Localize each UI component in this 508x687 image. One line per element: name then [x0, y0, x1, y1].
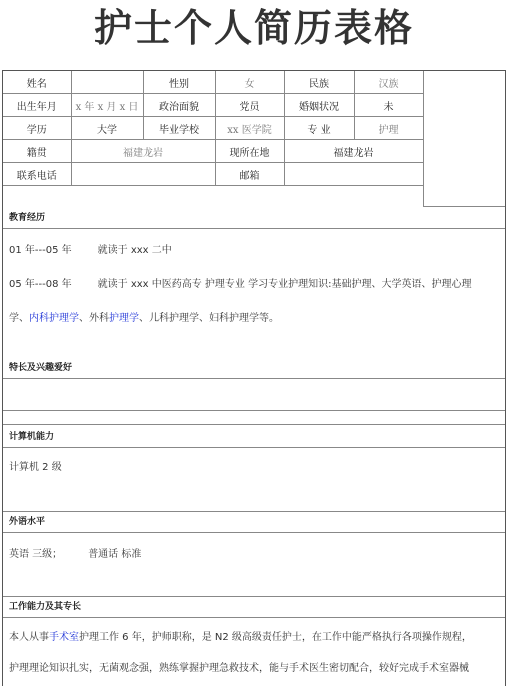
education-entry-1: [9, 241, 172, 256]
marital-field[interactable]: 未: [354, 94, 423, 117]
name-label: 姓名: [3, 71, 71, 94]
education-entry-1-period: 01 年---05 年: [9, 245, 72, 256]
email-field[interactable]: [284, 163, 423, 186]
residence-label: 现所在地: [215, 140, 284, 163]
work-line-2: 护理理论知识扎实，无菌观念强，熟练掌握护理急救技术，能与手术医生密切配合，较好完成手术室器械: [9, 663, 469, 674]
residence-field[interactable]: 福建龙岩: [284, 140, 423, 163]
nursing-link[interactable]: 护理学: [109, 313, 139, 324]
page-title: 护士个人简历表格: [93, 6, 414, 50]
major-label: 专 业: [284, 117, 354, 140]
computer-content: 计算机 2 级: [9, 462, 62, 473]
course-text: 学、: [9, 313, 29, 324]
education-field[interactable]: 大学: [71, 117, 143, 140]
english-level: 英语 三级；: [9, 549, 63, 560]
education-heading: 教育经历: [3, 207, 505, 229]
origin-label: 籍贯: [3, 140, 71, 163]
work-text: 护理工作 6 年，护师职称，是 N2 级高级责任护士，在工作中能严格执行各项操作规程，: [79, 632, 472, 643]
ethnicity-label: 民族: [284, 71, 354, 94]
school-field[interactable]: xx 医学院: [215, 117, 284, 140]
marital-label: 婚姻状况: [284, 94, 354, 117]
education-entry-2-period: 05 年---08 年: [9, 279, 72, 290]
education-entry-2: [9, 275, 471, 290]
education-entry-2-cont: [9, 309, 279, 324]
education-label: 学历: [3, 117, 71, 140]
political-label: 政治面貌: [143, 94, 215, 117]
email-label: 邮箱: [215, 163, 284, 186]
work-text: 本人从事: [9, 632, 49, 643]
computer-heading: 计算机能力: [3, 426, 505, 448]
education-entry-2-text: 就读于 xxx 中医药高专 护理专业 学习专业护理知识:基础护理、大学英语、护理心理: [97, 279, 472, 290]
gender-field[interactable]: 女: [215, 71, 284, 94]
education-entry-1-text: 就读于 xxx 二中: [97, 245, 172, 256]
language-section: [3, 533, 505, 597]
language-heading: 外语水平: [3, 511, 505, 533]
phone-field[interactable]: [71, 163, 215, 186]
personal-info-table: [3, 71, 424, 186]
ethnicity-field[interactable]: 汉族: [354, 71, 423, 94]
major-field[interactable]: 护理: [354, 117, 423, 140]
birth-field[interactable]: x 年 x 月 x 日: [71, 94, 143, 117]
computer-section: [3, 448, 505, 512]
school-label: 毕业学校: [143, 117, 215, 140]
hobbies-heading: 特长及兴趣爱好: [3, 357, 505, 379]
phone-label: 联系电话: [3, 163, 71, 186]
resume-form: [2, 70, 506, 686]
name-field[interactable]: [71, 71, 143, 94]
hobbies-section: [3, 379, 505, 425]
work-section: [3, 618, 505, 687]
work-heading: 工作能力及其专长: [3, 596, 505, 618]
origin-field[interactable]: 福建龙岩: [71, 140, 215, 163]
gender-label: 性别: [143, 71, 215, 94]
course-text: 、外科: [79, 313, 109, 324]
internal-nursing-link[interactable]: 内科护理学: [29, 313, 79, 324]
birth-label: 出生年月: [3, 94, 71, 117]
photo-area: [423, 71, 505, 207]
mandarin-level: 普通话 标准: [88, 549, 142, 560]
language-content: [9, 545, 141, 560]
political-field[interactable]: 党员: [215, 94, 284, 117]
operating-room-link[interactable]: 手术室: [49, 632, 79, 643]
work-line-1: [9, 628, 472, 643]
course-text: 、儿科护理学、妇科护理学等。: [139, 313, 279, 324]
